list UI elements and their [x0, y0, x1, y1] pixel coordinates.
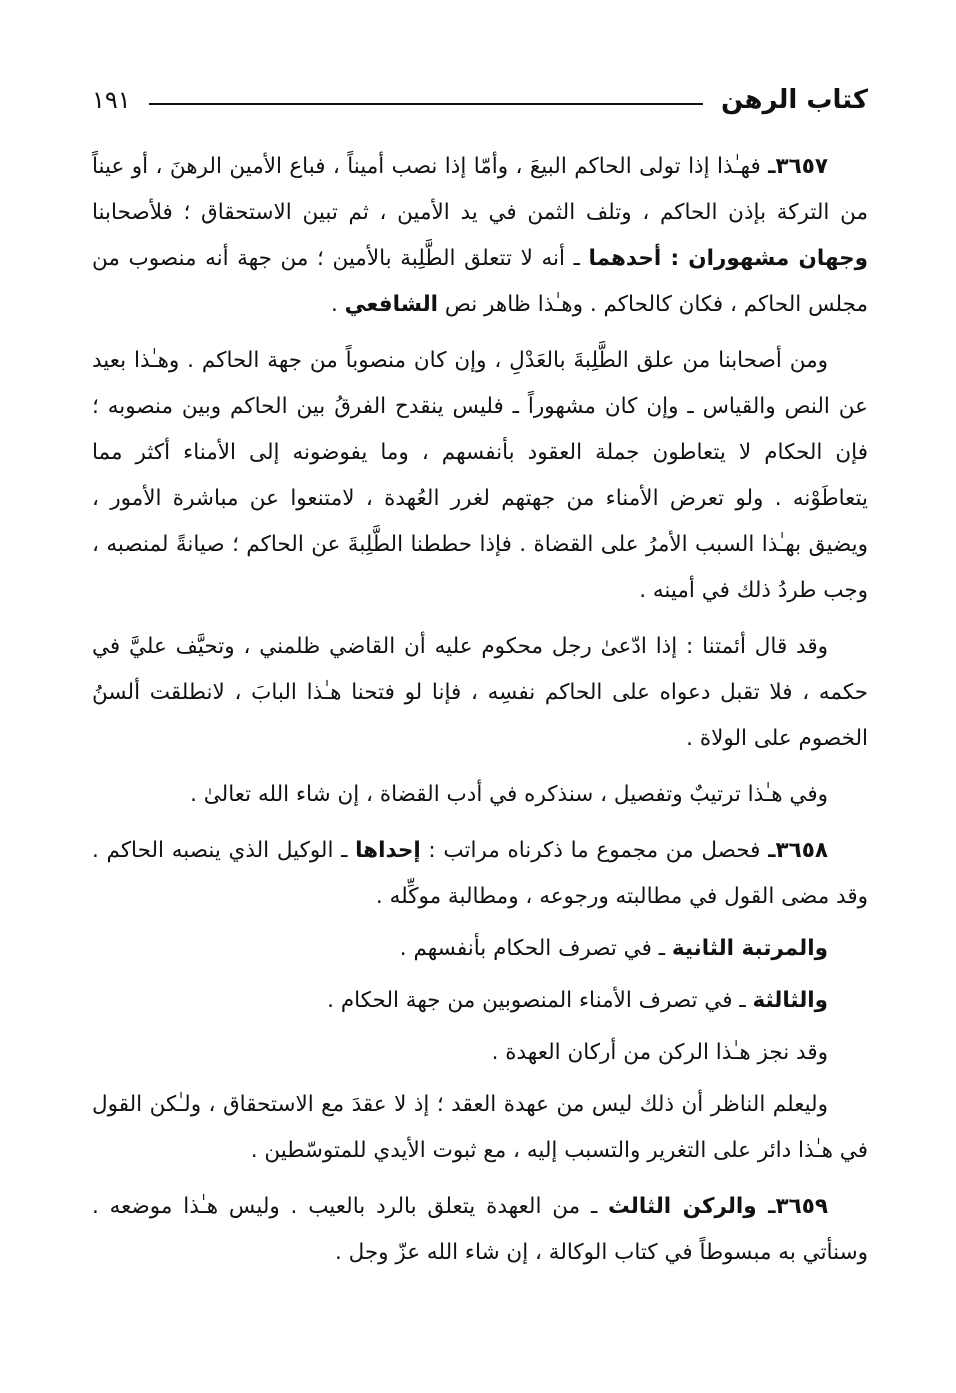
- paragraph: [92, 144, 868, 328]
- paragraph: [92, 624, 868, 762]
- text-segment: فحصل من مجموع ما ذكرناه مراتب :: [420, 838, 769, 863]
- text-segment-bold: والثالثة: [752, 988, 828, 1013]
- text-segment-bold: والمرتبة الثانية: [671, 936, 828, 961]
- text-segment-bold: إحداها: [355, 838, 421, 863]
- text-segment: ـ أنه لا تتعلق الطَّلِبة بالأمين ؛ من جهة أنه منصوب من مجلس الحاكم ، فكان كالحاكم . وهـٰذا ظاهر نص: [92, 246, 868, 317]
- text-segment: وقد قال أئمتنا : إذا ادّعىٰ رجل محكوم عليه أن القاضي ظلمني ، وتحيَّف عليَّ في حكمه ، فلا تقبل دعواه على الحاكم نفسِه ، فإنا لو فتحنا هـٰذا البابَ ، لانطلقت ألسنُ الخصوم على الولاة .: [92, 634, 868, 751]
- page-number: ١٩١: [92, 86, 131, 114]
- paragraph: [92, 978, 868, 1024]
- paragraph: [92, 1082, 868, 1174]
- text-segment: وفي هـٰذا ترتيبٌ وتفصيل ، سنذكره في أدب القضاة ، إن شاء الله تعالىٰ .: [190, 782, 828, 807]
- header-rule: [149, 103, 703, 105]
- paragraph: [92, 1030, 868, 1076]
- text-segment: وليعلم الناظر أن ذلك ليس من عهدة العقد ؛ إذ لا عقدَ مع الاستحقاق ، ولـٰكن القول في هـٰذا دائر على التغرير والتسبب إليه ، مع ثبوت الأيدي للمتوسّطين .: [92, 1092, 868, 1163]
- book-title: كتاب الرهن: [721, 85, 868, 115]
- text-segment: ـ في تصرف الحكام بأنفسهم .: [399, 936, 672, 961]
- text-segment: فهـٰذا إذا تولى الحاكم البيعَ ، وأمّا إذا نصب أميناً ، فباع الأمين الرهنَ ، أو عيناً من التركة بإذن الحاكم ، وتلف الثمن في يد الأمين ، ثم تبين الاستحقاق ؛ فلأصحابنا: [92, 154, 868, 225]
- running-header: [92, 78, 868, 122]
- text-segment: ـ في تصرف الأمناء المنصوبين من جهة الحكام .: [327, 988, 753, 1013]
- text-segment: ومن أصحابنا من علق الطَّلِبةَ بالعَدْلِ ، وإن كان منصوباً من جهة الحاكم . وهـٰذا بعيد عن النص والقياس ـ وإن كان مشهوراً ـ فليس ينقدح الفرقُ بين الحاكم وبين منصوبه ؛ فإن الحكام لا يتعاطون جملة العقود بأنفسهم ، وما يفوضونه إلى الأمناء أكثر مما يتعاطَوْنه . ولو تعرض الأمناء من جهتهم لغرر العُهدة ، لامتنعوا عن مباشرة الأمور ، ويضيق بهـٰذا السبب الأمرُ على القضاة . فإذا حططنا الطَّلِبةَ عن الحاكم ؛ صيانةً لمنصبه ، وجب طردُ ذلك في أمينه .: [92, 348, 868, 603]
- text-segment: ـ الوكيل الذي ينصبه الحاكم . وقد مضى القول في مطالبته ورجوعه ، ومطالبة موكِّله .: [92, 838, 868, 909]
- paragraph-number: ٣٦٥٧ـ: [768, 154, 828, 179]
- text-segment-bold: الشافعي: [344, 292, 439, 317]
- paragraph: [92, 926, 868, 972]
- text-segment-bold: والركن الثالث: [608, 1194, 769, 1219]
- paragraph-number: ٣٦٥٩ـ: [768, 1194, 828, 1219]
- text-segment: وقد نجز هـٰذا الركن من أركان العهدة .: [491, 1040, 828, 1065]
- text-segment: .: [331, 292, 345, 317]
- book-page: [92, 78, 868, 1282]
- paragraph: [92, 828, 868, 920]
- paragraph-number: ٣٦٥٨ـ: [768, 838, 828, 863]
- text-segment: ـ من العهدة يتعلق بالرد بالعيب . وليس هـٰذا موضعه . وسنأتي به مبسوطاً في كتاب الوكالة ، إن شاء الله عزّ وجل .: [92, 1194, 868, 1265]
- page-body: [92, 144, 868, 1276]
- paragraph: [92, 1184, 868, 1276]
- paragraph: [92, 772, 868, 818]
- paragraph: [92, 338, 868, 614]
- text-segment-bold: وجهان مشهوران : أحدهما: [588, 246, 869, 271]
